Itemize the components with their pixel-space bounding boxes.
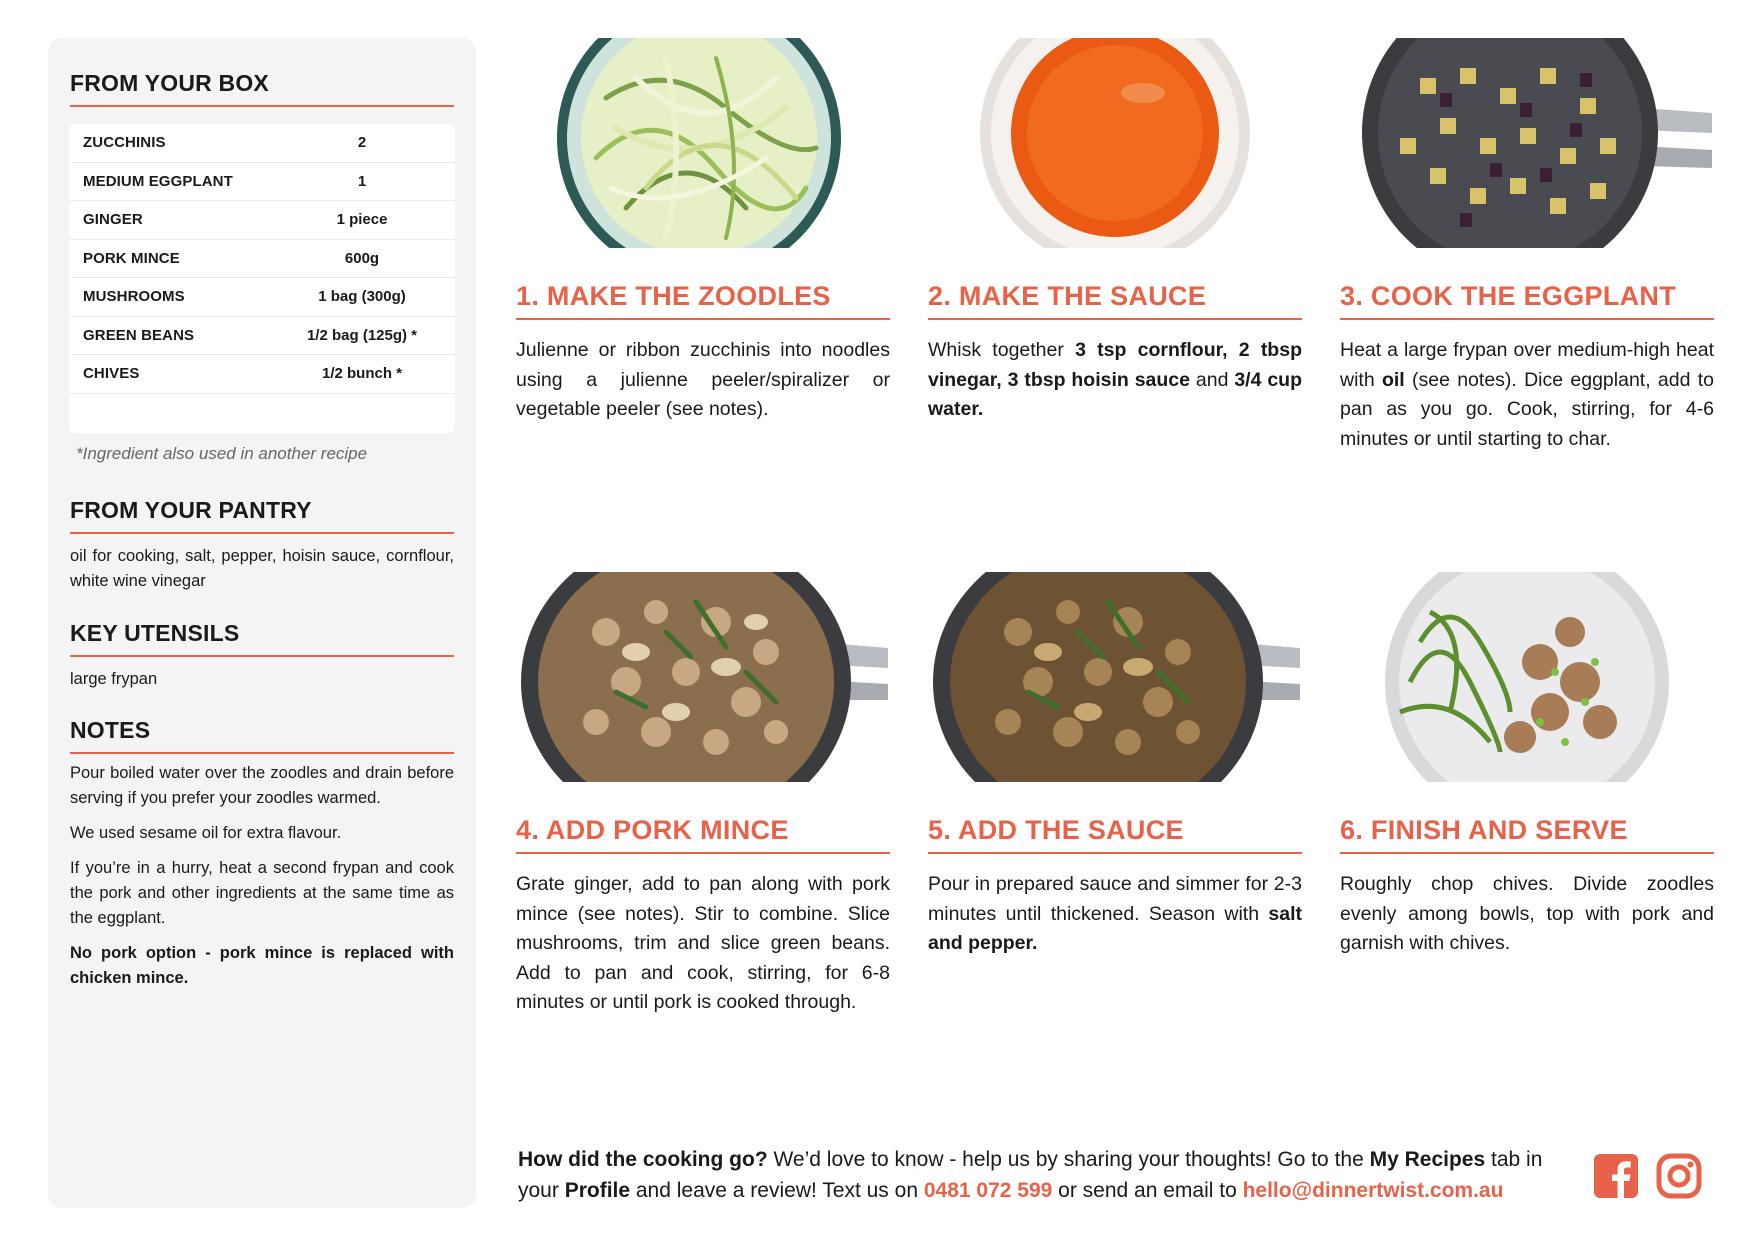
profile-label: Profile	[564, 1179, 631, 1202]
ingredient-name: GREEN BEANS	[83, 326, 195, 344]
step-4-title: 4. ADD PORK MINCE	[516, 815, 890, 854]
notes-list	[70, 761, 454, 1001]
step-text-run: Whisk together	[928, 339, 1076, 361]
step-1-title: 1. MAKE THE ZOODLES	[516, 281, 890, 320]
feedback-text-3: and leave a review! Text us on	[630, 1179, 924, 1202]
my-recipes-label: My Recipes	[1369, 1148, 1486, 1171]
ingredient-name: CHIVES	[83, 365, 140, 383]
step-4-photo-pork	[516, 572, 890, 782]
ingredient-qty: 1 piece	[336, 211, 388, 229]
table-row	[69, 355, 455, 394]
ingredient-name: GINGER	[83, 211, 143, 229]
table-row	[69, 317, 455, 356]
pantry-text: oil for cooking, salt, pepper, hoisin sauce, cornflour, white wine vinegar	[70, 547, 454, 590]
step-2-photo-sauce	[928, 38, 1302, 248]
step-4-body	[516, 870, 890, 1018]
ingredient-footnote: *Ingredient also used in another recipe	[76, 444, 368, 463]
step-text-run: Pour in prepared sauce and simmer for 2-3 minutes until thickened. Season with	[928, 873, 1302, 925]
ingredient-name: MUSHROOMS	[83, 288, 185, 306]
step-3-title: 3. COOK THE EGGPLANT	[1340, 281, 1714, 320]
from-your-box-heading: FROM YOUR BOX	[70, 70, 454, 107]
ingredient-name: MEDIUM EGGPLANT	[83, 172, 233, 190]
step-5-body	[928, 870, 1302, 959]
table-row	[69, 278, 455, 317]
table-row	[69, 163, 455, 202]
step-text-run: and	[1190, 368, 1235, 391]
ingredient-qty: 1/2 bag (125g) *	[306, 326, 418, 344]
step-text-run: Roughly chop chives. Divide zoodles evenly among bowls, top with pork and garnish with chives.	[1340, 873, 1714, 954]
step-text-run: Julienne or ribbon zucchinis into noodles using a julienne peeler/spiralizer or vegetable peeler (see notes).	[516, 339, 890, 420]
step-6-title: 6. FINISH AND SERVE	[1340, 815, 1714, 854]
ingredient-name: ZUCCHINIS	[83, 134, 166, 152]
step-2-body	[928, 336, 1302, 425]
ingredient-qty: 1 bag (300g)	[318, 288, 406, 306]
table-row	[69, 124, 455, 163]
step-5-title: 5. ADD THE SAUCE	[928, 815, 1302, 854]
instagram-icon[interactable]	[1655, 1152, 1703, 1200]
feedback-text-2: tab in your	[518, 1148, 1543, 1202]
note-item: We used sesame oil for extra flavour.	[70, 824, 342, 842]
note-item: If you’re in a hurry, heat a second frypan and cook the pork and other ingredients at the same time as the eggplant.	[70, 859, 454, 927]
ingredient-name: PORK MINCE	[83, 249, 180, 267]
phone-link[interactable]: 0481 072 599	[923, 1179, 1053, 1202]
utensils-text: large frypan	[70, 670, 158, 688]
table-row	[69, 201, 455, 240]
email-link[interactable]: hello@dinnertwist.com.au	[1242, 1179, 1504, 1202]
table-row	[69, 240, 455, 279]
note-item: Pour boiled water over the zoodles and drain before serving if you prefer your zoodles warmed.	[70, 764, 454, 807]
step-6-body	[1340, 870, 1714, 959]
notes-heading: NOTES	[70, 717, 454, 754]
step-1-photo-zoodles	[516, 38, 890, 248]
step-3-body	[1340, 336, 1714, 454]
step-text-run: salt and pepper.	[928, 902, 1302, 954]
ingredient-qty: 1/2 bunch *	[321, 365, 403, 383]
step-5-photo-sauce-added	[928, 572, 1302, 782]
facebook-icon[interactable]	[1592, 1152, 1640, 1200]
utensils-heading: KEY UTENSILS	[70, 620, 454, 657]
step-text-run: (see notes). Dice eggplant, add to pan as you go. Cook, stirring, for 4-6 minutes or until starting to char.	[1340, 368, 1714, 450]
feedback-footer	[518, 1144, 1568, 1206]
ingredient-qty: 2	[357, 134, 367, 152]
step-2-title: 2. MAKE THE SAUCE	[928, 281, 1302, 320]
ingredient-qty: 1	[357, 172, 367, 190]
pantry-heading: FROM YOUR PANTRY	[70, 497, 454, 534]
note-item-no-pork: No pork option - pork mince is replaced with chicken mince.	[70, 944, 454, 987]
ingredient-qty: 600g	[344, 249, 380, 267]
step-1-body	[516, 336, 890, 425]
step-text-run: 3 tsp cornflour, 2 tbsp vinegar, 3 tbsp hoisin sauce	[928, 339, 1302, 391]
step-3-photo-eggplant	[1340, 38, 1714, 248]
sidebar-panel	[48, 38, 476, 1208]
feedback-text-1: We’d love to know - help us by sharing your thoughts! Go to the	[767, 1148, 1370, 1171]
ingredients-table	[69, 124, 455, 433]
step-text-run: 3/4 cup water.	[928, 368, 1302, 420]
step-6-photo-plated	[1340, 572, 1714, 782]
step-text-run: oil	[1381, 368, 1405, 391]
feedback-text-4: or send an email to	[1052, 1179, 1243, 1202]
feedback-question: How did the cooking go?	[518, 1148, 768, 1171]
step-text-run: Grate ginger, add to pan along with pork mince (see notes). Stir to combine. Slice mushrooms, trim and slice green beans. Add to pan and cook, stirring, for 6-8 minutes or until pork is cooked through.	[516, 873, 890, 1013]
step-text-run: Heat a large frypan over medium-high heat with	[1340, 339, 1714, 391]
